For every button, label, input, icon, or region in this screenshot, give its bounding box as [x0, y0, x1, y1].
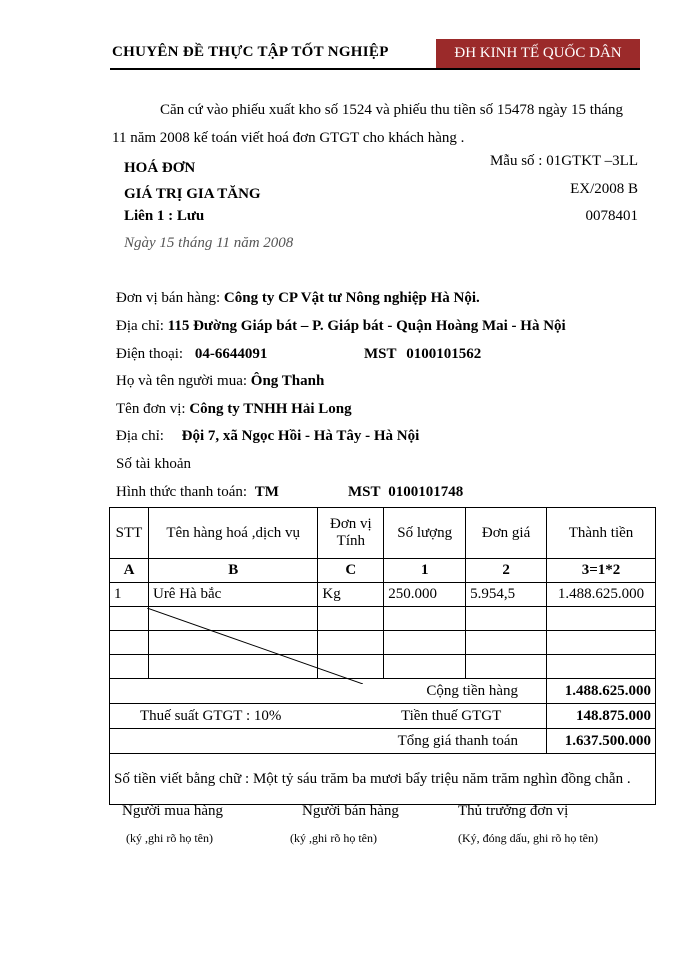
- buyer-tax-label: MST: [348, 484, 381, 500]
- subtotal-label: Cộng tiền hàng: [110, 679, 547, 704]
- total-value: 1.637.500.000: [547, 729, 656, 754]
- vat-cell: [110, 704, 547, 729]
- table-letter-row: [110, 559, 656, 583]
- buyer-account-line: [116, 456, 191, 473]
- col-code: B: [148, 559, 317, 583]
- signature-buyer-note: (ký ,ghi rõ họ tên): [126, 831, 213, 845]
- col-code: 2: [466, 559, 547, 583]
- buyer-tax-line: [348, 484, 463, 501]
- header-divider: [110, 68, 640, 70]
- cell-amount: 1.488.625.000: [547, 583, 656, 607]
- buyer-account-label: Số tài khoản: [116, 456, 191, 472]
- cell-price: 5.954,5: [466, 583, 547, 607]
- buyer-address-label: Địa chỉ:: [116, 428, 164, 444]
- seller-unit: Công ty CP Vật tư Nông nghiệp Hà Nội.: [223, 290, 480, 306]
- col-header: Đơn giá: [466, 508, 547, 559]
- vat-rate: Thuế suất GTGT : 10%: [140, 707, 282, 724]
- seller-phone-label: Điện thoại:: [116, 346, 184, 362]
- col-code: C: [318, 559, 384, 583]
- invoice-title: HOÁ ĐƠN: [124, 160, 196, 176]
- col-header: STT: [110, 508, 149, 559]
- amount-in-words: Số tiền viết bằng chữ : Một tỷ sáu trăm ba mươi bẩy triệu năm trăm nghìn đồng chẵn .: [110, 754, 656, 805]
- invoice-series: EX/2008 B: [570, 181, 638, 197]
- payment-line: [116, 484, 279, 501]
- total-label: Tổng giá thanh toán: [110, 729, 547, 754]
- signature-seller-title: Người bán hàng: [302, 803, 399, 819]
- col-code: 3=1*2: [547, 559, 656, 583]
- page-header-title: CHUYÊN ĐỀ THỰC TẬP TỐT NGHIỆP: [112, 44, 389, 60]
- seller-address-label: Địa chỉ:: [116, 318, 164, 334]
- subtotal-row: [110, 679, 656, 704]
- seller-tax-line: [364, 346, 481, 363]
- intro-text: Căn cứ vào phiếu xuất kho số 1524 và phiếu thu tiền số 15478 ngày 15 tháng 11 năm 2008 kế toán viết hoá đơn GTGT cho khách hàng .: [112, 102, 624, 146]
- table-row: [110, 583, 656, 607]
- vat-value: 148.875.000: [547, 704, 656, 729]
- total-row: [110, 729, 656, 754]
- signature-buyer-title: Người mua hàng: [122, 803, 224, 819]
- cell-quantity: 250.000: [384, 583, 466, 607]
- col-header: Số lượng: [384, 508, 466, 559]
- col-header: Đơn vị Tính: [318, 508, 384, 559]
- payment-method: TM: [254, 484, 279, 500]
- col-header: Thành tiền: [547, 508, 656, 559]
- table-empty-row: [110, 655, 656, 679]
- payment-label: Hình thức thanh toán:: [116, 484, 248, 500]
- invoice-number: 0078401: [585, 208, 638, 224]
- col-code: A: [110, 559, 149, 583]
- buyer-address-line: [116, 428, 419, 445]
- invoice-copy: Liên 1 : Lưu: [124, 208, 205, 224]
- buyer-name-line: [116, 373, 324, 390]
- invoice-date: Ngày 15 tháng 11 năm 2008: [124, 235, 294, 251]
- seller-phone-line: [116, 346, 267, 363]
- invoice-subtitle: GIÁ TRỊ GIA TĂNG: [124, 186, 261, 202]
- vat-row: [110, 704, 656, 729]
- buyer-address: Đội 7, xã Ngọc Hồi - Hà Tây - Hà Nội: [181, 428, 420, 444]
- vat-label: Tiền thuế GTGT: [401, 707, 502, 724]
- intro-paragraph: [112, 96, 640, 152]
- buyer-unit-line: [116, 401, 352, 418]
- amount-in-words-row: [110, 754, 656, 805]
- signature-director-note: (Ký, đóng dấu, ghi rõ họ tên): [458, 831, 598, 845]
- seller-address: 115 Đường Giáp bát – P. Giáp bát - Quận Hoàng Mai - Hà Nội: [167, 318, 566, 334]
- cell-item: Urê Hà bắc: [148, 583, 317, 607]
- seller-tax: 0100101562: [406, 346, 482, 362]
- col-header: Tên hàng hoá ,dịch vụ: [148, 508, 317, 559]
- seller-address-line: [116, 318, 566, 335]
- buyer-tax: 0100101748: [388, 484, 464, 500]
- table-header-row: [110, 508, 656, 559]
- cell-unit: Kg: [318, 583, 384, 607]
- buyer-unit: Công ty TNHH Hải Long: [189, 401, 352, 417]
- buyer-name: Ông Thanh: [250, 373, 325, 389]
- seller-phone: 04-6644091: [194, 346, 268, 362]
- signature-director-title: Thủ trưởng đơn vị: [458, 803, 569, 819]
- cell-stt: 1: [110, 583, 149, 607]
- invoice-table: [109, 507, 656, 805]
- invoice-form-number: Mẫu số : 01GTKT –3LL: [489, 153, 638, 169]
- seller-unit-label: Đơn vị bán hàng:: [116, 290, 221, 306]
- col-code: 1: [384, 559, 466, 583]
- buyer-name-label: Họ và tên người mua:: [116, 373, 248, 389]
- signature-seller-note: (ký ,ghi rõ họ tên): [290, 831, 377, 845]
- table-empty-row: [110, 631, 656, 655]
- table-empty-row: [110, 607, 656, 631]
- seller-unit-line: [116, 290, 480, 307]
- page-header-badge: ĐH KINH TẾ QUỐC DÂN: [436, 39, 640, 68]
- subtotal-value: 1.488.625.000: [547, 679, 656, 704]
- buyer-unit-label: Tên đơn vị:: [116, 401, 186, 417]
- seller-tax-label: MST: [364, 346, 397, 362]
